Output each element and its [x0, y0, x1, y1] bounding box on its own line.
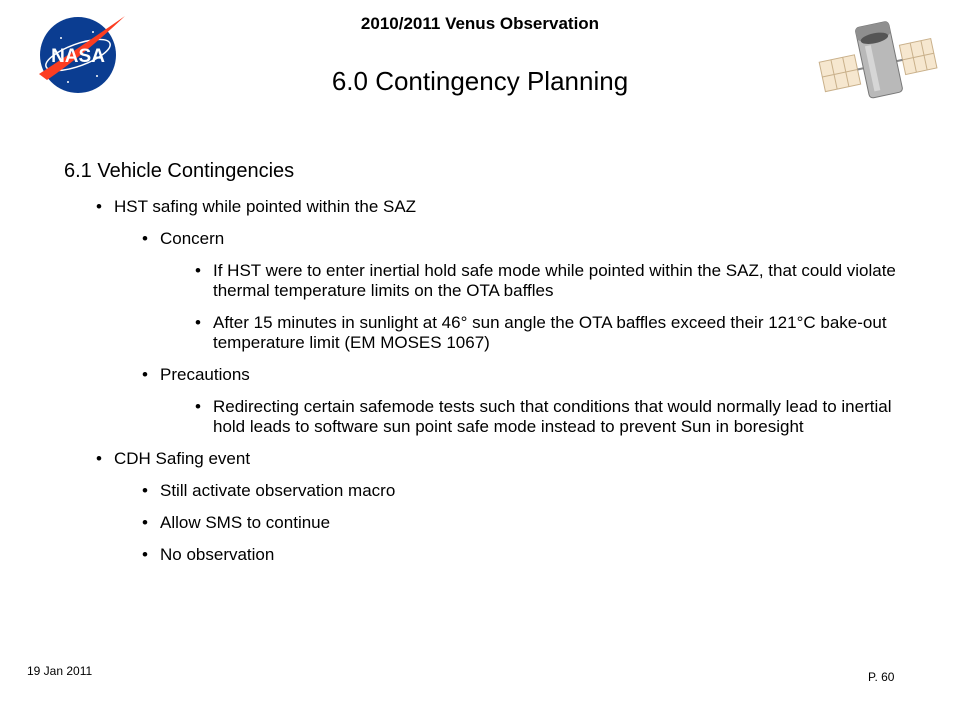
footer-date: 19 Jan 2011 — [27, 664, 93, 678]
bullet-list — [64, 197, 904, 565]
list-item: • Allow SMS to continue — [142, 513, 331, 532]
bullet-marker: • — [142, 229, 148, 248]
slide-title: 6.0 Contingency Planning — [331, 66, 629, 96]
slide-content — [64, 160, 904, 577]
hubble-telescope-illustration — [818, 14, 938, 106]
list-item: • CDH Safing event — [96, 449, 251, 468]
page-number: P. 60 — [868, 670, 895, 684]
list-item: • Precautions — [142, 365, 250, 384]
bullet-marker: • — [142, 545, 148, 564]
header-title: 2010/2011 Venus Observation — [360, 14, 600, 33]
list-item: • No observation — [142, 545, 275, 564]
list-item: • Redirecting certain safemode tests such that conditions that would normally lead to inertial hold leads to software sun point safe mode instead to prevent Sun in boresight — [195, 397, 892, 436]
section-title: 6.1 Vehicle Contingencies — [64, 160, 295, 182]
bullet-marker: • — [96, 197, 102, 216]
bullet-marker: • — [142, 481, 148, 500]
nasa-logo-text: NASA — [51, 46, 105, 67]
list-item: • If HST were to enter inertial hold safe mode while pointed within the SAZ, that could violate thermal temperature limits on the OTA baffles — [195, 261, 896, 300]
list-item: • Concern — [142, 229, 225, 248]
list-item: • Still activate observation macro — [142, 481, 396, 500]
bullet-marker: • — [142, 513, 148, 532]
bullet-marker: • — [142, 365, 148, 384]
bullet-marker: • — [195, 397, 201, 416]
bullet-marker: • — [195, 261, 201, 280]
nasa-logo — [33, 14, 127, 96]
bullet-marker: • — [195, 313, 201, 332]
list-item: • After 15 minutes in sunlight at 46° sun angle the OTA baffles exceed their 121°C bake-out temperature limit (EM MOSES 1067) — [195, 313, 887, 352]
list-item: • HST safing while pointed within the SAZ — [96, 197, 417, 216]
bullet-marker: • — [96, 449, 102, 468]
